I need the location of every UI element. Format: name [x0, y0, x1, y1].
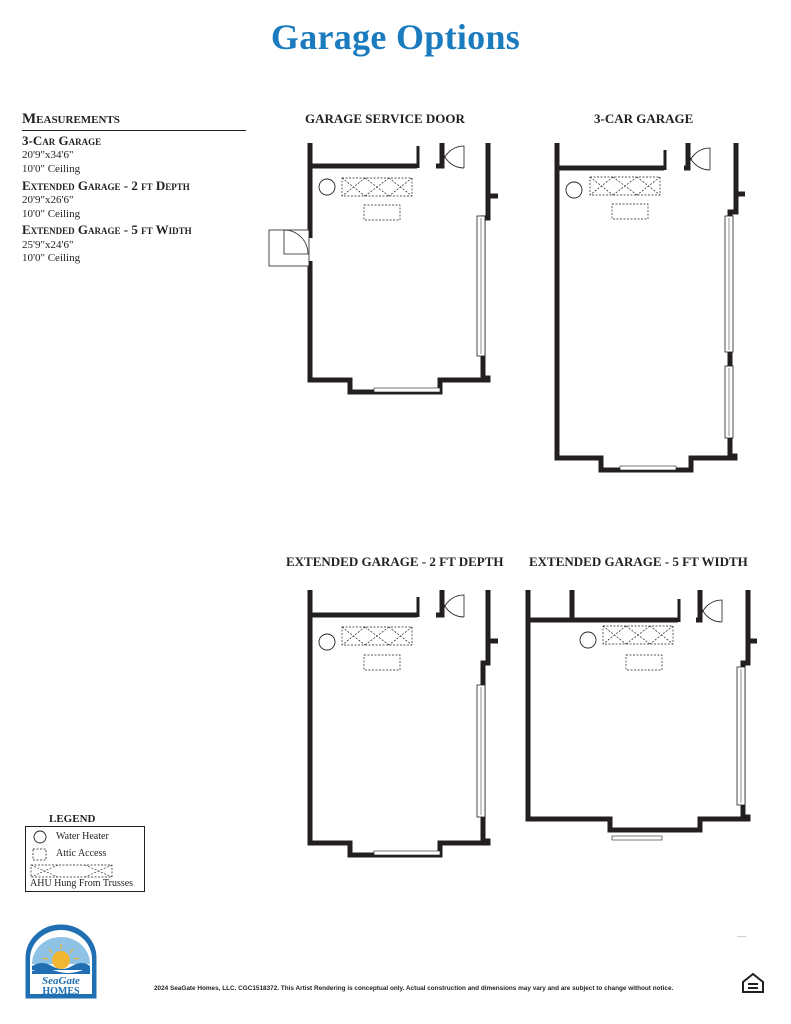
legend	[25, 826, 145, 892]
plan-label-2ft-depth: EXTENDED GARAGE - 2 FT DEPTH	[286, 554, 504, 569]
reference-code: ~~~~	[737, 934, 747, 939]
measurements-panel	[22, 110, 246, 266]
footer-disclaimer: 2024 SeaGate Homes, LLC. CGC1518372. This Artist Rendering is conceptual only. Actual construction and dimensions may vary and are subject to change without notice.	[154, 985, 674, 992]
measurement-name: Extended Garage - 5 ft Width	[22, 222, 192, 238]
attic-access-icon	[32, 848, 48, 862]
floor-plan-2ft-depth	[264, 585, 509, 870]
legend-title: LEGEND	[49, 813, 96, 825]
plan-label-3-car: 3-CAR GARAGE	[594, 111, 694, 126]
measurement-item	[22, 222, 246, 266]
svg-text:SeaGate: SeaGate	[42, 975, 80, 987]
floor-plan-3-car	[551, 138, 761, 478]
seagate-homes-logo	[22, 924, 100, 1000]
measurement-name: 3-Car Garage	[22, 132, 102, 148]
measurement-item	[22, 178, 246, 222]
floor-plan-service-door	[264, 138, 509, 398]
measurement-ceiling: 10'0" Ceiling	[22, 162, 81, 175]
water-heater-icon	[32, 830, 48, 844]
page-title: Garage Options	[270, 17, 521, 57]
legend-ahu-label: AHU Hung From Trusses	[30, 878, 134, 889]
plan-label-5ft-width: EXTENDED GARAGE - 5 FT WIDTH	[529, 554, 748, 569]
measurement-name: Extended Garage - 2 ft Depth	[22, 177, 190, 193]
measurements-heading: Measurements	[22, 110, 246, 131]
equal-housing-icon	[741, 972, 765, 994]
legend-water-heater-label: Water Heater	[56, 831, 109, 842]
legend-attic-access-label: Attic Access	[56, 848, 107, 859]
measurement-size: 20'9"x26'6"	[22, 193, 74, 206]
ahu-icon	[30, 864, 114, 878]
floor-plan-5ft-width	[520, 585, 770, 845]
plan-label-service-door: GARAGE SERVICE DOOR	[305, 111, 465, 126]
measurement-ceiling: 10'0" Ceiling	[22, 252, 81, 265]
measurement-item	[22, 133, 246, 177]
svg-text:HOMES: HOMES	[42, 986, 80, 997]
measurement-size: 20'9"x34'6"	[22, 149, 74, 161]
measurement-ceiling: 10'0" Ceiling	[22, 207, 81, 220]
measurement-size: 25'9"x24'6"	[22, 238, 74, 251]
